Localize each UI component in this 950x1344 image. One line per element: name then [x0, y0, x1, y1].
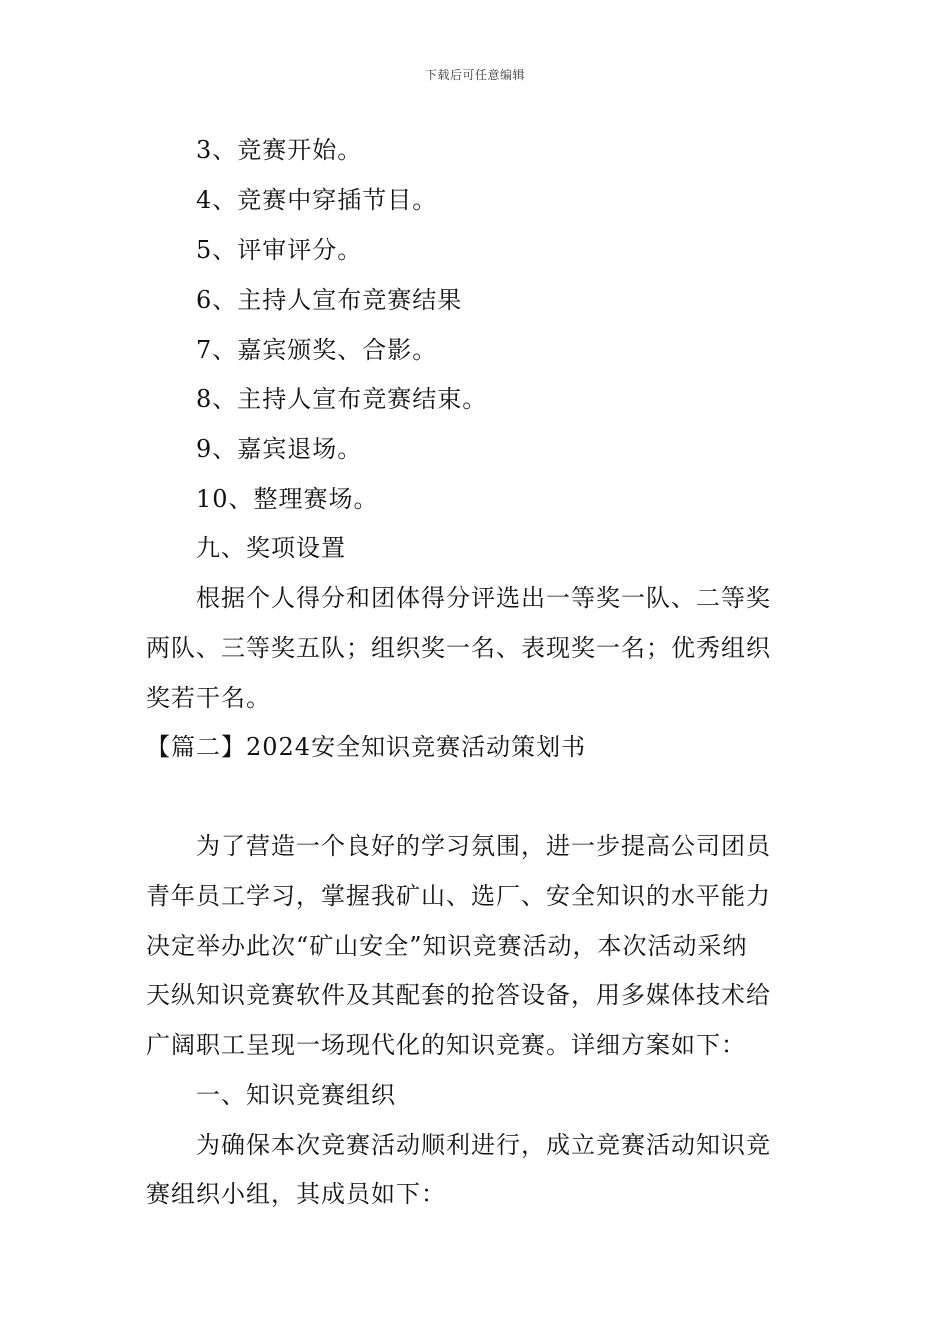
list-item: 5、评审评分。 — [196, 236, 363, 264]
list-item: 4、竞赛中穿插节目。 — [196, 186, 438, 214]
paragraph-line: 决定举办此次“矿山安全”知识竞赛活动，本次活动采纳 — [146, 932, 748, 960]
paragraph-line: 为确保本次竞赛活动顺利进行，成立竞赛活动知识竞 — [196, 1131, 771, 1159]
paragraph-line: 青年员工学习，掌握我矿山、选厂、安全知识的水平能力 — [146, 882, 771, 910]
part-title: 【篇二】2024安全知识竞赛活动策划书 — [146, 733, 587, 761]
paragraph-line: 两队、三等奖五队；组织奖一名、表现奖一名；优秀组织 — [146, 634, 771, 662]
section-heading-awards: 九、奖项设置 — [196, 534, 346, 562]
list-item: 10、整理赛场。 — [196, 485, 379, 513]
paragraph-line: 赛组织小组，其成员如下： — [146, 1180, 446, 1208]
list-item: 9、嘉宾退场。 — [196, 435, 363, 463]
list-item: 6、主持人宣布竞赛结果 — [196, 286, 463, 314]
list-item: 8、主持人宣布竞赛结束。 — [196, 385, 488, 413]
list-item: 7、嘉宾颁奖、合影。 — [196, 336, 438, 364]
paragraph-line: 为了营造一个良好的学习氛围，进一步提高公司团员 — [196, 832, 771, 860]
paragraph-line: 天纵知识竞赛软件及其配套的抢答设备，用多媒体技术给 — [146, 981, 771, 1009]
paragraph-line: 奖若干名。 — [146, 684, 271, 712]
list-item: 3、竞赛开始。 — [196, 136, 363, 164]
header-note: 下载后可任意编辑 — [424, 68, 525, 82]
paragraph-line: 根据个人得分和团体得分评选出一等奖一队、二等奖 — [196, 584, 771, 612]
section-heading-organization: 一、知识竞赛组织 — [196, 1081, 396, 1109]
paragraph-line: 广阔职工呈现一场现代化的知识竞赛。详细方案如下： — [146, 1031, 746, 1059]
